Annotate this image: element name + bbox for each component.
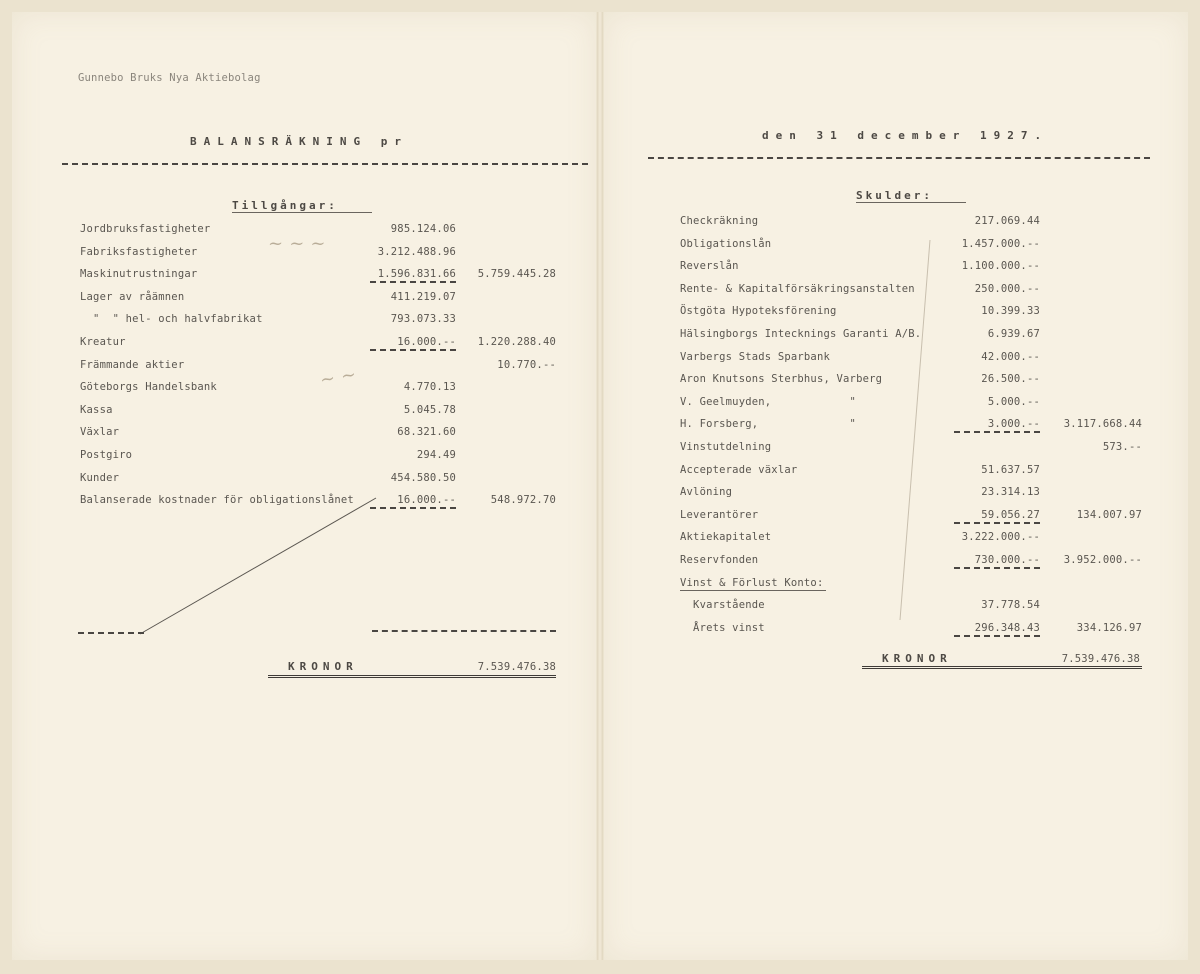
row-label: Leverantörer bbox=[680, 508, 759, 521]
title-right: den 31 december 1927. bbox=[762, 129, 1049, 142]
row-amount: 296.348.43 bbox=[974, 621, 1040, 634]
liabilities-total-value: 7.539.476.38 bbox=[1061, 653, 1140, 665]
subtotal-underline bbox=[954, 431, 1040, 433]
row-total: 134.007.97 bbox=[1076, 508, 1142, 521]
row-label: Varbergs Stads Sparbank bbox=[680, 350, 830, 363]
row-amount: 37.778.54 bbox=[981, 599, 1040, 612]
row-label: Kreatur bbox=[80, 336, 126, 348]
subtotal-underline bbox=[954, 522, 1040, 524]
row-total: 3.117.668.44 bbox=[1063, 418, 1142, 431]
row-label: Årets vinst bbox=[680, 621, 765, 634]
row-label: Göteborgs Handelsbank bbox=[80, 381, 217, 394]
row-label: Reverslån bbox=[680, 260, 739, 273]
row-label: H. Forsberg, " bbox=[680, 418, 857, 431]
row-label: " " hel- och halvfabrikat bbox=[80, 313, 263, 326]
row-amount: 217.069.44 bbox=[974, 215, 1040, 227]
row-amount: 1.596.831.66 bbox=[377, 268, 456, 281]
header-rule-right bbox=[648, 157, 1150, 159]
row-label: Främmande aktier bbox=[80, 358, 185, 371]
row-amount: 4.770.13 bbox=[403, 381, 456, 394]
row-label: Kvarstående bbox=[680, 599, 765, 612]
row-label: Balanserade kostnader för obligationslånet bbox=[80, 494, 354, 507]
row-label: Avlöning bbox=[680, 486, 733, 499]
row-amount: 6.939.67 bbox=[987, 328, 1040, 340]
liabilities-total-rule bbox=[862, 666, 1142, 669]
row-amount: 59.056.27 bbox=[981, 508, 1040, 521]
subtotal-underline bbox=[370, 281, 456, 283]
row-amount: 294.49 bbox=[416, 449, 456, 461]
row-label: Växlar bbox=[80, 426, 120, 439]
row-amount: 3.212.488.96 bbox=[377, 245, 456, 258]
row-amount: 16.000.-- bbox=[397, 494, 456, 507]
cancel-diagonal-line bbox=[70, 490, 390, 640]
row-amount: 3.222.000.-- bbox=[961, 531, 1040, 544]
row-label: Vinstutdelning bbox=[680, 441, 772, 453]
faint-diagonal-line bbox=[890, 220, 950, 640]
row-label: Hälsingborgs Intecknings Garanti A/B. bbox=[680, 328, 922, 340]
row-label: Jordbruksfastigheter bbox=[80, 223, 211, 235]
subtotal-underline bbox=[370, 349, 456, 351]
row-label: Maskinutrustningar bbox=[80, 268, 198, 281]
row-label: Accepterade växlar bbox=[680, 463, 798, 476]
row-amount: 250.000.-- bbox=[974, 282, 1040, 295]
row-amount: 10.399.33 bbox=[981, 305, 1040, 318]
company-name: Gunnebo Bruks Nya Aktiebolag bbox=[78, 72, 261, 84]
row-label: Aktiekapitalet bbox=[680, 531, 772, 544]
liabilities-heading-underline bbox=[856, 202, 966, 203]
subtotal-underline bbox=[954, 635, 1040, 637]
row-amount: 16.000.-- bbox=[397, 336, 456, 348]
assets-total-rule bbox=[268, 675, 556, 678]
row-amount: 3.000.-- bbox=[987, 418, 1040, 431]
row-total: 1.220.288.40 bbox=[477, 336, 556, 348]
row-label: Lager av råämnen bbox=[80, 290, 185, 303]
row-amount: 411.219.07 bbox=[390, 290, 456, 303]
row-amount: 23.314.13 bbox=[981, 486, 1040, 499]
row-label: Checkräkning bbox=[680, 215, 759, 227]
row-label: Obligationslån bbox=[680, 237, 772, 250]
row-label: Reservfonden bbox=[680, 554, 759, 566]
row-label: Östgöta Hypoteksförening bbox=[680, 305, 837, 318]
row-label: Aron Knutsons Sterbhus, Varberg bbox=[680, 373, 883, 386]
assets-total-value: 7.539.476.38 bbox=[477, 661, 556, 673]
row-total: 5.759.445.28 bbox=[477, 268, 556, 281]
vinst-heading-underline bbox=[680, 590, 826, 591]
row-total: 548.972.70 bbox=[490, 494, 556, 507]
assets-heading-underline bbox=[232, 212, 372, 213]
row-amount: 42.000.-- bbox=[981, 350, 1040, 363]
cancel-rule-long bbox=[372, 630, 556, 632]
row-label: Rente- & Kapitalförsäkringsanstalten bbox=[680, 282, 915, 295]
row-total: 3.952.000.-- bbox=[1063, 554, 1142, 566]
pencil-note: ~ ~ ~ bbox=[268, 233, 326, 254]
row-amount: 985.124.06 bbox=[390, 223, 456, 235]
liabilities-total-label: KRONOR bbox=[882, 652, 952, 665]
row-label: Fabriksfastigheter bbox=[80, 245, 198, 258]
subtotal-underline bbox=[954, 567, 1040, 569]
row-amount: 68.321.60 bbox=[397, 426, 456, 439]
assets-total-label: KRONOR bbox=[288, 660, 358, 673]
page-fold bbox=[597, 12, 603, 960]
row-amount: 26.500.-- bbox=[981, 373, 1040, 386]
row-amount: 5.045.78 bbox=[403, 403, 456, 416]
left-page bbox=[12, 12, 596, 960]
row-label: Postgiro bbox=[80, 449, 133, 461]
pencil-note: ~ ~ bbox=[318, 363, 358, 392]
row-total: 334.126.97 bbox=[1076, 621, 1142, 634]
row-label: Kassa bbox=[80, 403, 113, 416]
row-amount: 793.073.33 bbox=[390, 313, 456, 326]
title-left: BALANSRÄKNING pr bbox=[190, 135, 408, 148]
liabilities-heading: Skulder: bbox=[856, 189, 933, 202]
row-total: 10.770.-- bbox=[497, 358, 556, 371]
row-amount: 454.580.50 bbox=[390, 471, 456, 484]
assets-heading: Tillgångar: bbox=[232, 199, 338, 212]
row-amount: 5.000.-- bbox=[987, 395, 1040, 408]
row-amount: 1.457.000.-- bbox=[961, 237, 1040, 250]
header-rule-left bbox=[62, 163, 588, 165]
row-amount: 730.000.-- bbox=[974, 554, 1040, 566]
row-total: 573.-- bbox=[1102, 441, 1142, 453]
row-amount: 1.100.000.-- bbox=[961, 260, 1040, 273]
row-amount: 51.637.57 bbox=[981, 463, 1040, 476]
cancel-rule-short bbox=[78, 632, 144, 634]
row-label: Kunder bbox=[80, 471, 120, 484]
row-label: V. Geelmuyden, " bbox=[680, 395, 857, 408]
row-label: Vinst & Förlust Konto: bbox=[680, 576, 824, 589]
